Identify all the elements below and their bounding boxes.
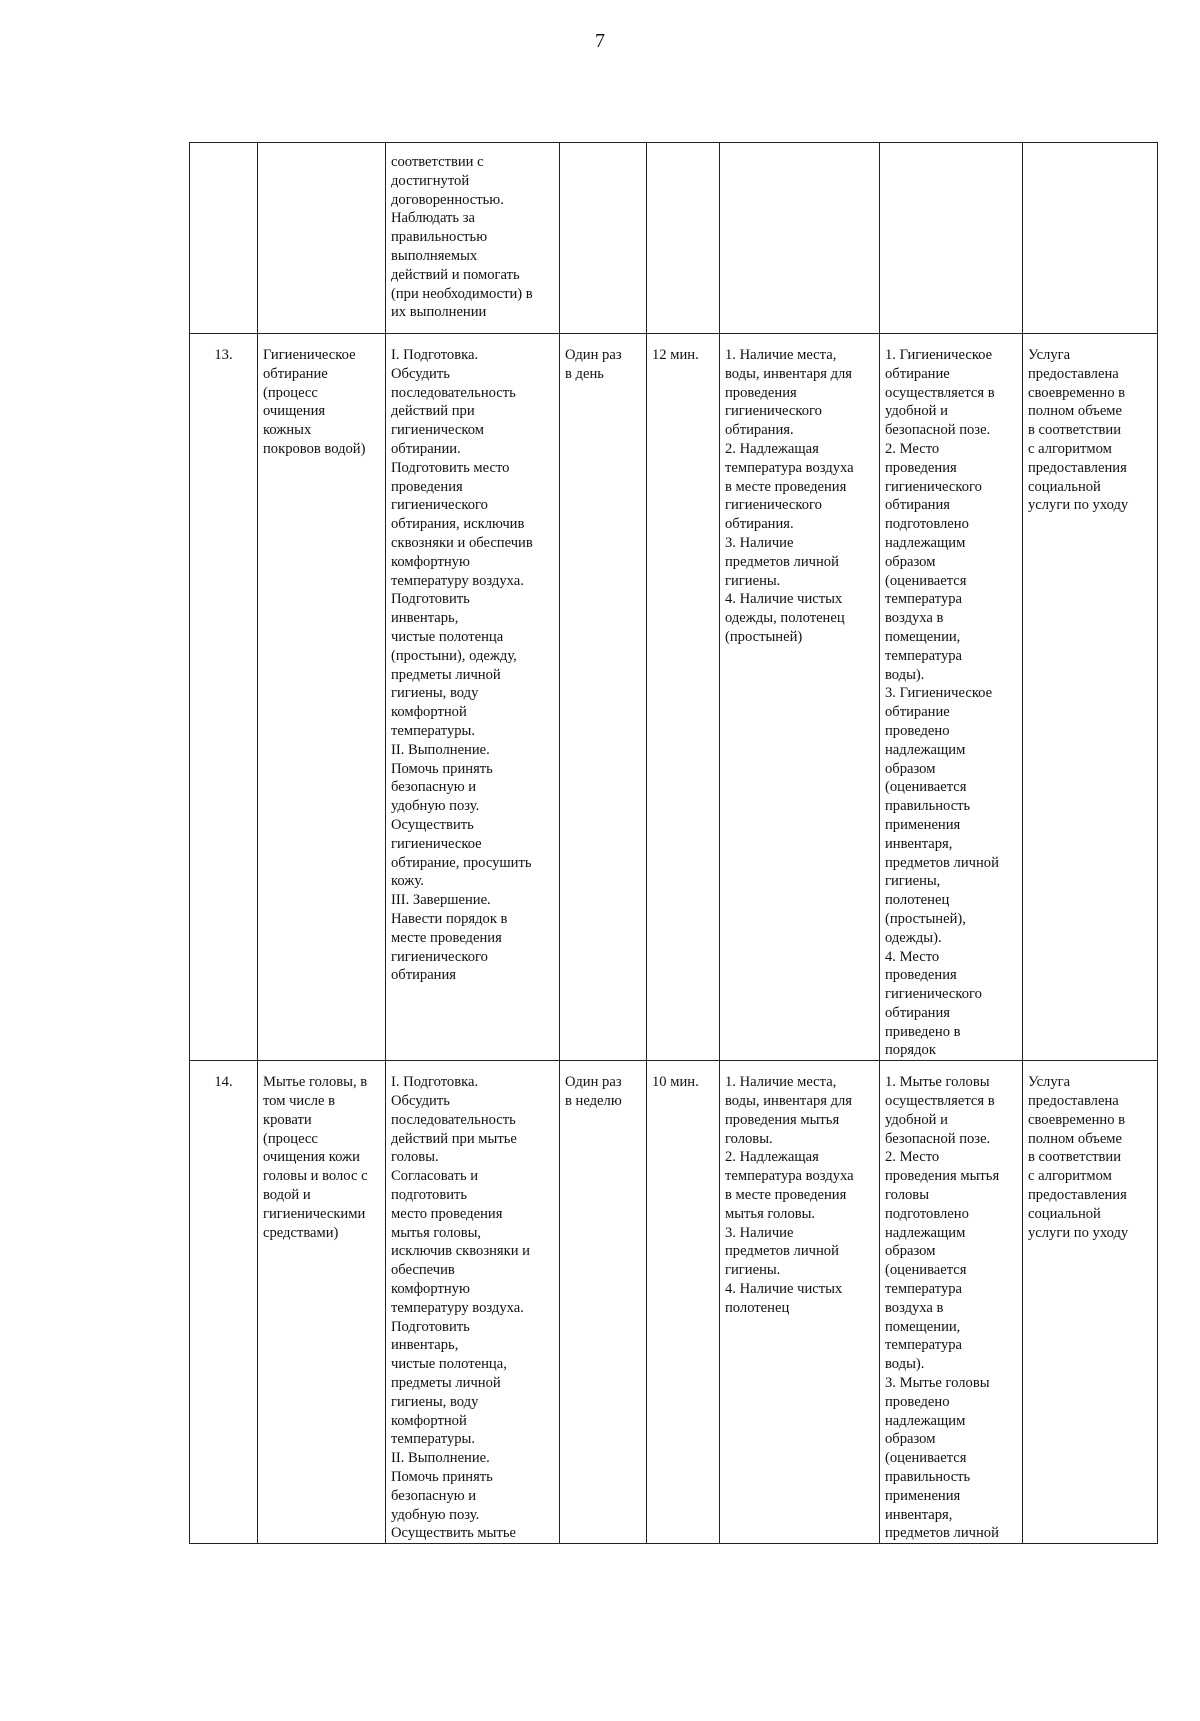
cell-result [1023,143,1158,334]
cell-duration: 10 мин. [647,1061,720,1544]
cell-frequency: Один раз в неделю [560,1061,647,1544]
cell-service-content: соответствии с достигнутой договоренностью. Наблюдать за правильностью выполняемых действий и помогать (при необходимости) в их выполнении [386,143,560,334]
cell-service-name [258,143,386,334]
cell-number: 14. [190,1061,258,1544]
cell-result: Услуга предоставлена своевременно в полном объеме в соответствии с алгоритмом предоставления социальной услуги по уходу [1023,1061,1158,1544]
table-row-14 [190,1061,1158,1544]
table-row-13 [190,334,1158,1061]
page-number: 7 [595,30,605,52]
cell-service-name: Гигиеническое обтирание (процесс очищения кожных покровов водой) [258,334,386,1061]
cell-quality-indicators [720,143,880,334]
cell-quality-evaluation: 1. Гигиеническое обтирание осуществляется в удобной и безопасной позе. 2. Место проведения гигиенического обтирания подготовлено надлежащим образом (оценивается температура воздуха в помещении, температура воды). 3. Гигиеническое обтирание проведено надлежащим образом (оценивается правильность применения инвентаря, предметов личной гигиены, полотенец (простыней), одежды). 4. Место проведения гигиенического обтирания приведено в порядок [880,334,1023,1061]
cell-frequency [560,143,647,334]
cell-number: 13. [190,334,258,1061]
cell-service-content: I. Подготовка. Обсудить последовательность действий при мытье головы. Согласовать и подготовить место проведения мытья головы, исключив сквозняки и обеспечив комфортную температуру воздуха. Подготовить инвентарь, чистые полотенца, предметы личной гигиены, воду комфортной температуры. II. Выполнение. Помочь принять безопасную и удобную позу. Осуществить мытье [386,1061,560,1544]
cell-quality-evaluation [880,143,1023,334]
cell-result: Услуга предоставлена своевременно в полном объеме в соответствии с алгоритмом предоставления социальной услуги по уходу [1023,334,1158,1061]
cell-duration: 12 мин. [647,334,720,1061]
table-row-continuation [190,143,1158,334]
cell-quality-indicators: 1. Наличие места, воды, инвентаря для проведения гигиенического обтирания. 2. Надлежащая температура воздуха в месте проведения гигиенического обтирания. 3. Наличие предметов личной гигиены. 4. Наличие чистых одежды, полотенец (простыней) [720,334,880,1061]
cell-quality-evaluation: 1. Мытье головы осуществляется в удобной и безопасной позе. 2. Место проведения мытья головы подготовлено надлежащим образом (оценивается температура воздуха в помещении, температура воды). 3. Мытье головы проведено надлежащим образом (оценивается правильность применения инвентаря, предметов личной [880,1061,1023,1544]
cell-service-content: I. Подготовка. Обсудить последовательность действий при гигиеническом обтирании. Подготовить место проведения гигиенического обтирания, исключив сквозняки и обеспечив комфортную температуру воздуха. Подготовить инвентарь, чистые полотенца (простыни), одежду, предметы личной гигиены, воду комфортной температуры. II. Выполнение. Помочь принять безопасную и удобную позу. Осуществить гигиеническое обтирание, просушить кожу. III. Завершение. Навести порядок в месте проведения гигиенического обтирания [386,334,560,1061]
services-table [189,142,1158,1544]
cell-quality-indicators: 1. Наличие места, воды, инвентаря для проведения мытья головы. 2. Надлежащая температура воздуха в месте проведения мытья головы. 3. Наличие предметов личной гигиены. 4. Наличие чистых полотенец [720,1061,880,1544]
cell-service-name: Мытье головы, в том числе в кровати (процесс очищения кожи головы и волос с водой и гигиеническими средствами) [258,1061,386,1544]
cell-duration [647,143,720,334]
cell-number [190,143,258,334]
cell-frequency: Один раз в день [560,334,647,1061]
